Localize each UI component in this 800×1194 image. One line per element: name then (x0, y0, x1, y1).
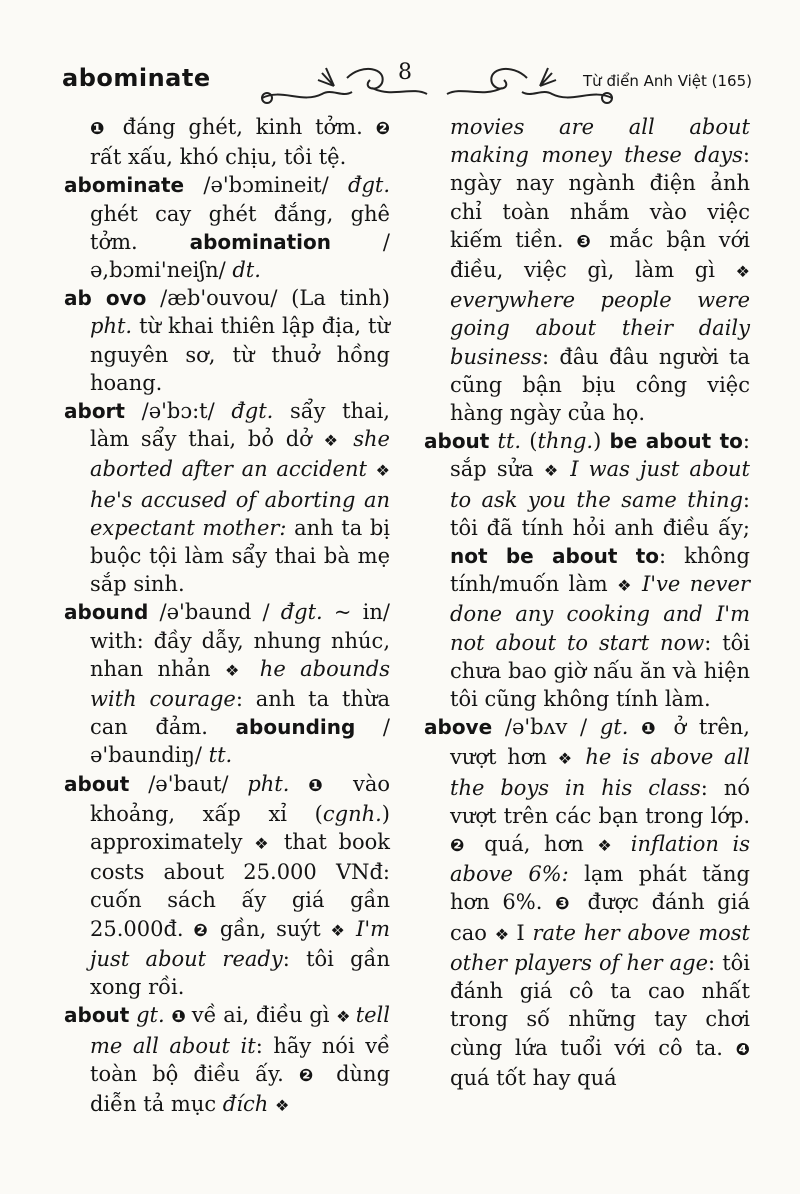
entry-text: ) approximately (90, 801, 390, 855)
entry-text: : hãy nói về toàn bộ điều ấy. (90, 1033, 390, 1086)
entry-text: ghét cay ghét đắng, ghê tởm. (90, 201, 390, 254)
dictionary-entry (64, 171, 390, 284)
italic-text: he abounds with courage (90, 656, 391, 712)
dictionary-entry (64, 397, 390, 598)
italic-text: rate her above most other players of her age (450, 920, 750, 975)
entry-text: được đánh giá cao (450, 890, 750, 945)
entry-text: lạm phát tăng hơn 6%. (450, 862, 750, 915)
dictionary-entry (424, 427, 750, 713)
entry-text: anh ta bị buộc tội làm sẩy thai bà mẹ sắp sinh. (90, 515, 391, 597)
italic-text: I'm just about ready (90, 916, 391, 971)
entry-text: I (516, 920, 533, 945)
example-separator-icon: ❖ (330, 920, 357, 940)
italic-text: gt. (599, 715, 629, 740)
entry-text: /ə'baundiŋ/ (90, 715, 390, 768)
entry-text: : tôi chưa bao giờ nấu ăn và hiện tôi cũng không tính làm. (450, 630, 750, 712)
italic-text: tell me all about it (90, 1003, 390, 1058)
italic-text: tt. (497, 429, 522, 454)
headword: abomination (189, 229, 331, 254)
entry-text: : đâu đâu người ta cũng bận bịu công việc hàng ngày của họ. (450, 344, 750, 426)
italic-text: everywhere people were going about their daily business (450, 288, 750, 369)
entry-text: mắc bận với điều, việc gì, làm gì (450, 227, 750, 283)
sense-number: ❶ (90, 119, 123, 139)
entry-text: gần, suýt (219, 916, 331, 941)
example-separator-icon: ❖ (557, 749, 586, 769)
entry-text: ~ in/ with: đầy dẫy, nhung nhúc, nhan nhản (90, 600, 390, 681)
italic-text: dt. (232, 258, 261, 283)
italic-text: he is above all the boys in his class (450, 745, 751, 800)
italic-text: cgnh. (322, 801, 382, 826)
headword: be about to (609, 429, 743, 454)
entry-text: đáng ghét, kinh tởm. (122, 115, 376, 139)
entry-text: that book costs about 25.000 VNđ: cuốn sách ấy giá gần 25.000đ. (90, 830, 390, 941)
entry-text (268, 1092, 275, 1116)
headword: about (424, 429, 490, 454)
running-title: Từ điển Anh Việt (165) (583, 72, 752, 90)
entry-text (489, 429, 497, 453)
example-separator-icon: ❖ (617, 576, 642, 596)
entry-text: /ə'baund / (148, 600, 281, 625)
headword: abort (64, 399, 125, 424)
dictionary-entry (64, 1001, 390, 1120)
sense-number: ❷ (298, 1065, 337, 1086)
entry-text: sẩy thai, làm sẩy thai, bỏ dở (90, 399, 390, 452)
italic-text: đích (222, 1091, 269, 1116)
page-header (62, 60, 752, 110)
entry-text: /ə'bɔmineit/ (184, 173, 348, 198)
example-separator-icon: ❖ (735, 262, 750, 282)
headword: ab ovo (64, 286, 147, 311)
sense-number: ❶ (641, 719, 674, 740)
headword: above (424, 715, 493, 740)
entry-text: rất xấu, khó chịu, tồi tệ. (90, 145, 347, 170)
headword: about (64, 1003, 130, 1028)
italic-text: pht. (90, 314, 133, 339)
example-separator-icon: ❖ (375, 461, 390, 481)
sense-number: ❶ (171, 1007, 192, 1028)
italic-text: đgt. (231, 399, 274, 424)
entry-text: về ai, điều gì (191, 1003, 337, 1028)
entry-text: quá tốt hay quá (450, 1065, 617, 1090)
entry-text: vào khoảng, xấp xỉ ( (90, 771, 390, 826)
running-headword: abominate (62, 64, 211, 92)
italic-text: đgt. (280, 600, 323, 625)
entry-text: ( (521, 429, 538, 454)
left-column (64, 113, 390, 1120)
dictionary-entry (64, 598, 390, 769)
entry-text: /æb'ouvou/ (La tinh) (146, 286, 390, 311)
italic-text: I was just about to ask you the same thing (450, 457, 750, 512)
entry-text: : không tính/muốn làm (450, 544, 750, 597)
italic-text: pht. (247, 771, 290, 796)
dictionary-entry (64, 113, 390, 171)
entry-text: quá, hơn (484, 832, 598, 857)
right-column (424, 113, 750, 1092)
example-separator-icon: ❖ (597, 836, 631, 856)
sense-number: ❷ (193, 920, 220, 941)
sense-number: ❸ (576, 231, 610, 252)
italic-text: movies are all about making money these days (450, 115, 750, 168)
headword: about (64, 771, 130, 796)
italic-text: inflation is above 6%: (450, 832, 750, 887)
sense-number: ❶ (308, 775, 353, 796)
italic-text: she aborted after an accident (90, 427, 390, 482)
example-separator-icon: ❖ (543, 461, 571, 481)
entry-text: ở trên, vượt hơn (450, 715, 750, 770)
entry-text: : tôi đánh giá cô ta cao nhất trong số những tay chơi cùng lứa tuổi với cô ta. (450, 950, 750, 1060)
entry-text: : sắp sửa (450, 429, 750, 482)
entry-text: : tôi gần xong rồi. (90, 946, 390, 1000)
ornament-flourish-icon (252, 58, 622, 110)
entry-text: /ə,bɔmi'neiʃn/ (90, 229, 390, 283)
headword: abominate (64, 173, 185, 198)
entry-text: : tôi đã tính hỏi anh điều ấy; (450, 487, 750, 540)
headword: abound (64, 600, 149, 625)
entry-text: : anh ta thừa can đảm. (90, 687, 390, 740)
sense-number: ❸ (555, 894, 588, 915)
entry-text: : ngày nay ngành điện ảnh chỉ toàn nhắm vào việc kiếm tiền. (450, 143, 750, 252)
entry-text (289, 772, 308, 796)
italic-text: he's accused of aborting an expectant mother: (90, 487, 390, 540)
entry-text: /ə'baut/ (129, 771, 248, 796)
entry-text (628, 715, 641, 739)
page-number: 8 (398, 60, 412, 85)
entry-text: dùng diễn tả mục (90, 1061, 391, 1116)
headword: not be about to (450, 544, 660, 569)
sense-number: ❷ (450, 836, 485, 857)
entry-text: : nó vượt trên các bạn trong lớp. (450, 775, 750, 828)
dictionary-entry (64, 284, 390, 397)
italic-text: thng. (537, 429, 594, 454)
entry-text (367, 457, 376, 481)
entry-text: /ə'bɔ:t/ (124, 399, 232, 424)
entry-text: từ khai thiên lập địa, từ nguyên sơ, từ thuở hồng hoang. (90, 314, 390, 395)
entry-text: ) (593, 429, 610, 454)
italic-text: gt. (136, 1003, 165, 1028)
dictionary-entry (424, 713, 750, 1092)
italic-text: đgt. (348, 173, 390, 198)
headword: abounding (235, 715, 356, 740)
sense-number: ❷ (375, 119, 390, 139)
italic-text: tt. (208, 743, 233, 768)
example-separator-icon: ❖ (336, 1007, 356, 1027)
example-separator-icon: ❖ (494, 924, 517, 944)
entry-text: /ə'bʌv / (492, 715, 600, 740)
dictionary-entry (424, 113, 750, 427)
example-separator-icon: ❖ (224, 660, 260, 680)
sense-number: ❹ (735, 1039, 750, 1060)
dictionary-entry (64, 770, 390, 1002)
example-separator-icon: ❖ (274, 1095, 290, 1115)
example-separator-icon: ❖ (254, 834, 284, 854)
example-separator-icon: ❖ (323, 431, 354, 451)
italic-text: I've never done any cooking and I'm not about to start now (450, 572, 750, 655)
